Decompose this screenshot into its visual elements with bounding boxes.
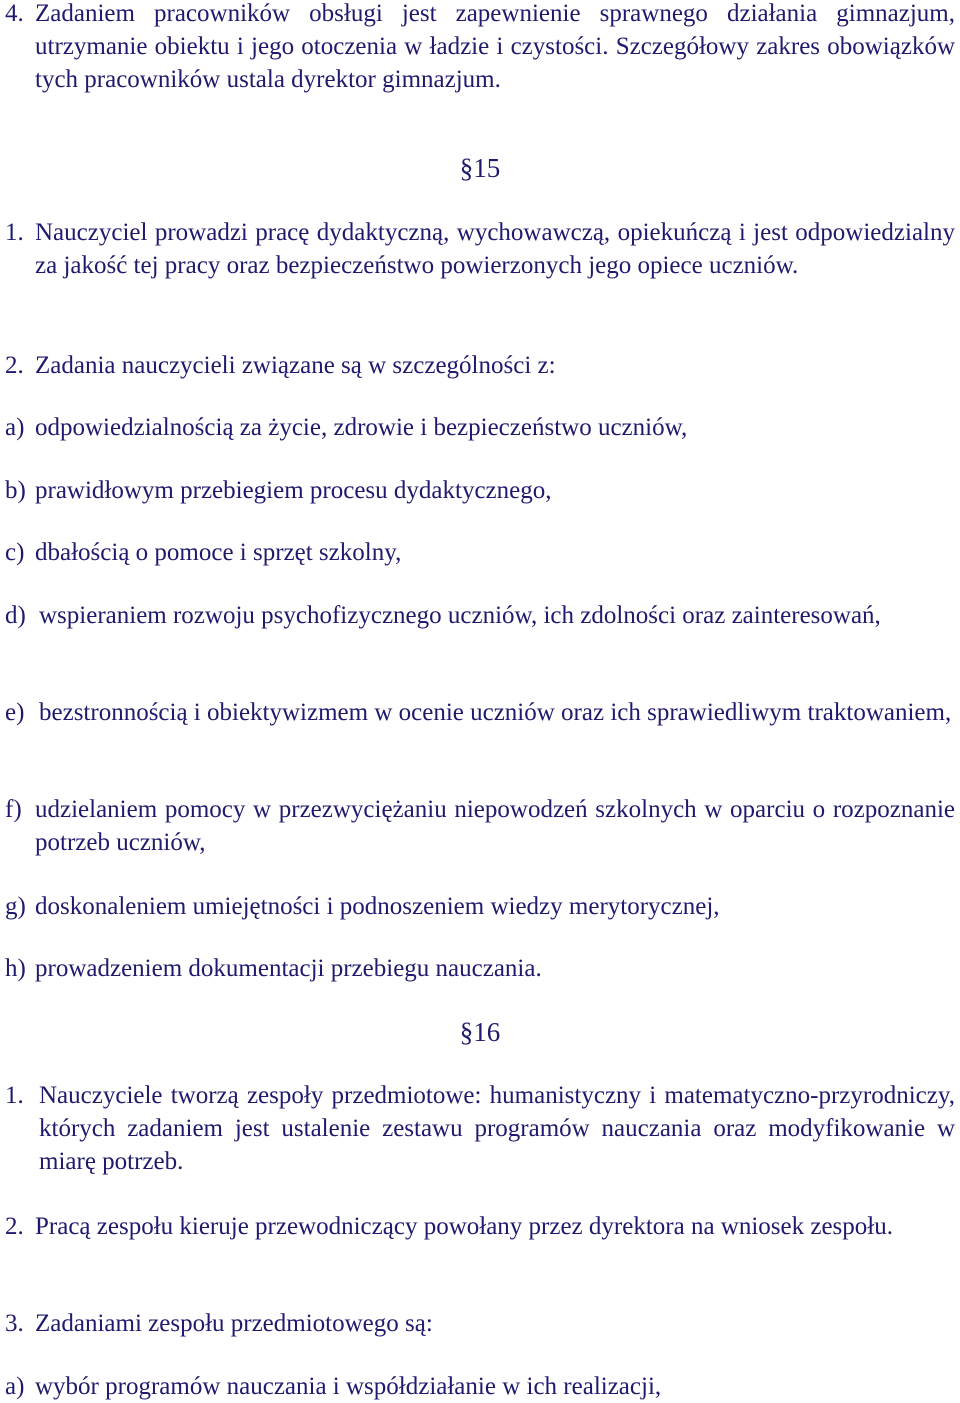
section-heading-16: §16 (459, 1017, 501, 1047)
list-item-text: udzielaniem pomocy w przezwyciężaniu niepowodzeń szkolnych w oparciu o rozpoznanie potrzeb uczniów, (35, 796, 955, 856)
list-item-text: bezstronnością i obiektywizmem w ocenie uczniów oraz ich sprawiedliwym traktowaniem, (39, 699, 952, 726)
list-marker: g) (5, 893, 26, 920)
paragraph-marker: 4. (5, 0, 24, 27)
section-heading-15: §15 (459, 153, 501, 183)
section-15-paragraph-1 (5, 216, 955, 282)
paragraph-marker: 1. (5, 219, 24, 246)
list-item-b (5, 474, 955, 507)
list-item-text: wspieraniem rozwoju psychofizycznego uczniów, ich zdolności oraz zainteresowań, (39, 602, 881, 629)
section-16-paragraph-1 (5, 1079, 955, 1178)
paragraph-marker: 2. (5, 352, 24, 379)
list-item-c (5, 536, 955, 569)
list-marker: e) (5, 699, 25, 726)
list-item-text: odpowiedzialnością za życie, zdrowie i bezpieczeństwo uczniów, (35, 414, 688, 441)
paragraph-text: Nauczyciele tworzą zespoły przedmiotowe: humanistyczny i matematyczno-przyrodniczy, których zadaniem jest ustalenie zestawu programów nauczania oraz modyfikowanie w miarę potrzeb. (39, 1082, 955, 1175)
paragraph-text: Zadania nauczycieli związane są w szczególności z: (35, 352, 556, 379)
paragraph-text: Zadaniem pracowników obsługi jest zapewnienie sprawnego działania gimnazjum, utrzymanie obiektu i jego otoczenia w ładzie i czystości. Szczegółowy zakres obowiązków tych pracowników ustala dyrektor gimnazjum. (35, 0, 955, 93)
list-item-a (5, 411, 955, 444)
section-15-paragraph-2 (5, 349, 955, 382)
list-item-a (5, 1370, 955, 1403)
list-item-text: prawidłowym przebiegiem procesu dydaktycznego, (35, 477, 552, 504)
list-item-g (5, 890, 955, 923)
list-marker: f) (5, 796, 22, 823)
section-16-paragraph-2 (5, 1210, 955, 1243)
paragraph-4 (5, 0, 955, 96)
list-marker: b) (5, 477, 26, 504)
list-marker: a) (5, 1373, 25, 1400)
paragraph-text: Nauczyciel prowadzi pracę dydaktyczną, wychowawczą, opiekuńczą i jest odpowiedzialny za jakość tej pracy oraz bezpieczeństwo powierzonych jego opiece uczniów. (35, 219, 955, 279)
list-item-text: doskonaleniem umiejętności i podnoszeniem wiedzy merytorycznej, (35, 893, 720, 920)
list-marker: d) (5, 602, 26, 629)
list-item-f (5, 793, 955, 859)
list-marker: h) (5, 955, 26, 982)
list-marker: a) (5, 414, 25, 441)
list-item-text: prowadzeniem dokumentacji przebiegu nauczania. (35, 955, 542, 982)
paragraph-marker: 3. (5, 1310, 24, 1337)
section-16-paragraph-3 (5, 1307, 955, 1340)
list-item-d (5, 599, 955, 632)
list-item-e (5, 696, 955, 729)
paragraph-text: Zadaniami zespołu przedmiotowego są: (35, 1310, 433, 1337)
paragraph-marker: 2. (5, 1213, 24, 1240)
list-item-text: wybór programów nauczania i współdziałanie w ich realizacji, (35, 1373, 662, 1400)
list-marker: c) (5, 539, 25, 566)
paragraph-text: Pracą zespołu kieruje przewodniczący powołany przez dyrektora na wniosek zespołu. (35, 1213, 893, 1240)
list-item-h (5, 952, 955, 985)
list-item-text: dbałością o pomoce i sprzęt szkolny, (35, 539, 402, 566)
paragraph-marker: 1. (5, 1082, 24, 1109)
